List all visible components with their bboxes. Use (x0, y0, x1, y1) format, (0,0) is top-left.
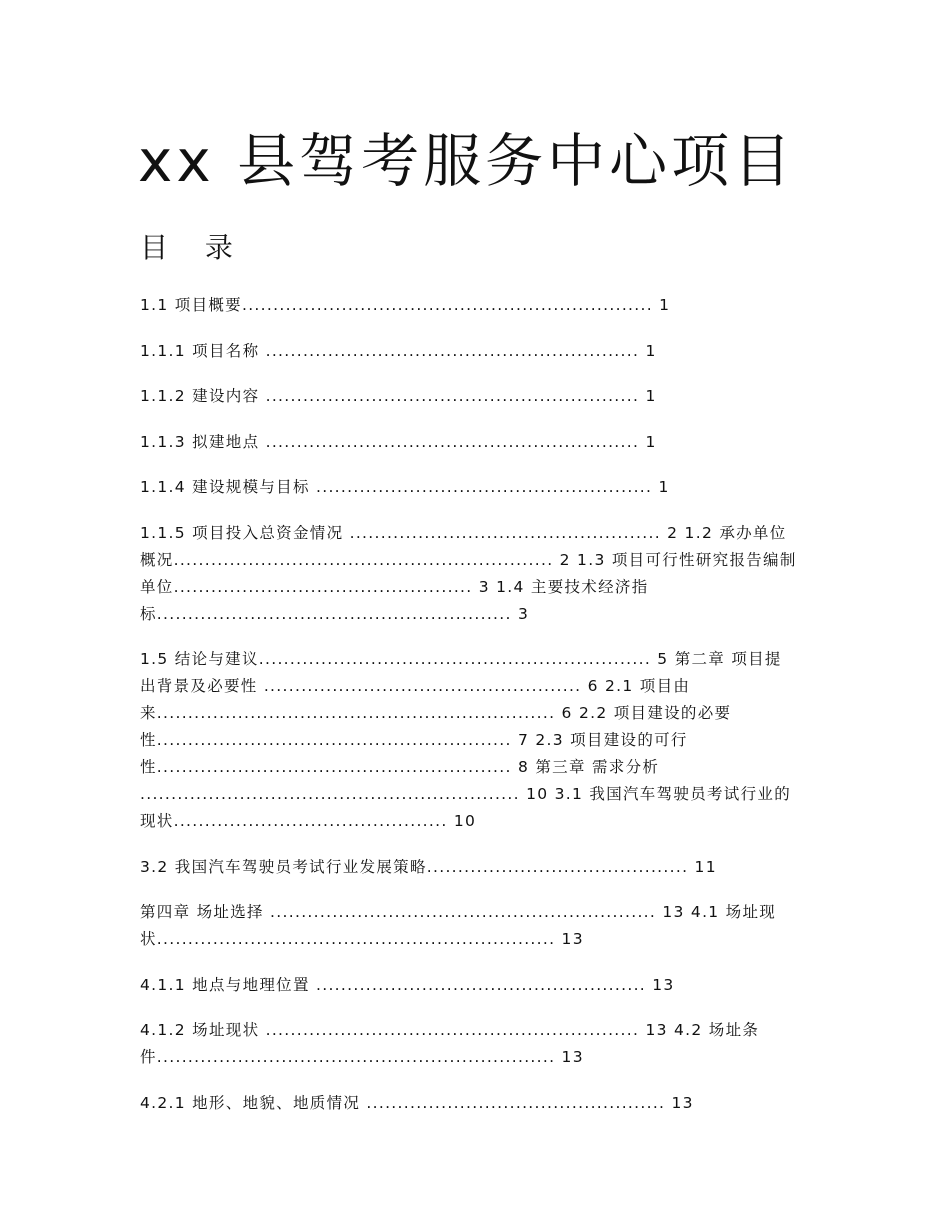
toc-entry-block (140, 432, 820, 459)
toc-line: 来................................................................ 6 2.2 项目建设的必要 (140, 704, 732, 722)
toc-heading: 目 录 (140, 231, 247, 264)
toc-line: 现状............................................ 10 (140, 812, 477, 830)
toc-line: 性......................................................... 7 2.3 项目建设的可行 (140, 731, 688, 749)
toc-entry-block (140, 1020, 820, 1074)
toc-line: 1.1 项目概要.................................................................. 1 (140, 296, 671, 314)
table-of-contents (140, 295, 820, 1138)
toc-line: 4.1.1 地点与地理位置 ..................................................... 13 (140, 975, 675, 994)
toc-line: 4.2.1 地形、地貌、地质情况 ................................................ 13 (140, 1093, 694, 1112)
toc-entry-block (140, 523, 820, 631)
toc-entry-block (140, 649, 820, 838)
toc-line: 状................................................................ 13 (140, 930, 584, 948)
toc-entry-block (140, 902, 820, 956)
toc-entry-block (140, 341, 820, 368)
toc-line: 1.5 结论与建议............................................................... 5 第二章 项目提 (140, 650, 782, 668)
toc-line: 4.1.2 场址现状 ............................................................ 13 4.2 场址条 (140, 1021, 760, 1039)
toc-entry-block (140, 477, 820, 504)
toc-entry-block (140, 857, 820, 884)
toc-line: 3.2 我国汽车驾驶员考试行业发展策略.......................................... 11 (140, 857, 717, 876)
toc-entry-block (140, 975, 820, 1002)
toc-line: 标......................................................... 3 (140, 604, 530, 623)
toc-entry-block (140, 386, 820, 413)
toc-line: 第四章 场址选择 .............................................................. 13 4.1 场址现 (140, 903, 777, 921)
toc-line: ............................................................. 10 3.1 我国汽车驾驶员考试行业的 (140, 785, 792, 803)
toc-line: 1.1.1 项目名称 ............................................................ 1 (140, 341, 657, 360)
toc-entry-block (140, 295, 820, 322)
toc-line: 性......................................................... 8 第三章 需求分析 (140, 758, 660, 776)
toc-line: 1.1.3 拟建地点 ............................................................ 1 (140, 432, 657, 451)
toc-entry-block (140, 1093, 820, 1120)
toc-line: 单位................................................ 3 1.4 主要技术经济指 (140, 577, 649, 596)
toc-line: 件................................................................ 13 (140, 1048, 584, 1066)
toc-line: 1.1.5 项目投入总资金情况 .................................................. 2 1.2 承办单位 (140, 523, 787, 542)
toc-line: 概况............................................................. 2 1.3 项目可行性研究报告编制 (140, 550, 797, 569)
toc-line: 出背景及必要性 ................................................... 6 2.1 项目由 (140, 677, 691, 695)
toc-line: 1.1.2 建设内容 ............................................................ 1 (140, 387, 657, 405)
toc-line: 1.1.4 建设规模与目标 ...................................................... 1 (140, 478, 670, 496)
document-title: xx 县驾考服务中心项目 (138, 127, 796, 195)
